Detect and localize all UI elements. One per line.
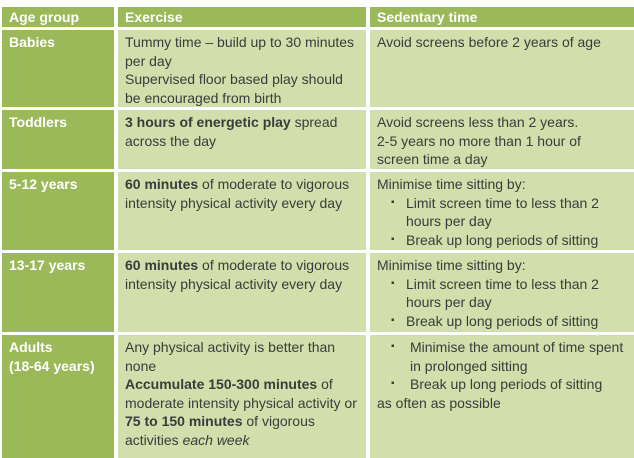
bullet-text: Break up long periods of sitting [410, 376, 603, 392]
exercise-paragraph [125, 256, 358, 293]
exercise-plain-text: of moderate to vigorous intensity physical activity every day [125, 176, 350, 211]
exercise-paragraph: Supervised floor based play should be encouraged from birth [125, 71, 343, 106]
row-label-babies: Babies [2, 30, 114, 107]
header-exercise: Exercise [118, 7, 366, 27]
sedentary-paragraph: Avoid screens before 2 years of age [377, 34, 601, 50]
exercise-cell-toddlers [118, 110, 366, 169]
square-bullet-icon: ▪ [391, 233, 395, 245]
exercise-cell-5-12-years [118, 172, 366, 250]
square-bullet-icon: ▪ [391, 341, 395, 352]
row-label-13-17-years: 13-17 years [2, 253, 114, 332]
exercise-paragraph: Any physical activity is better than none [125, 339, 336, 374]
sedentary-intro: Minimise time sitting by: [377, 257, 526, 273]
sedentary-cell-5-12-years [370, 172, 634, 250]
exercise-bold-text: 3 hours of energetic play [125, 114, 291, 130]
sedentary-cell-adults [370, 335, 634, 458]
age-activity-guidelines-table [2, 7, 634, 458]
square-bullet-icon: ▪ [391, 196, 395, 208]
square-bullet-icon: ▪ [391, 277, 395, 289]
exercise-bold-text: 75 to 150 minutes [125, 413, 243, 429]
exercise-cell-13-17-years [118, 253, 366, 332]
bullet-item [391, 275, 626, 312]
bullet-continuation-text: as often as possible [377, 394, 501, 411]
row-label-adults [2, 335, 114, 458]
bullet-text: Limit screen time to less than 2 hours per day [406, 194, 599, 229]
exercise-bold-text: 60 minutes [125, 257, 199, 273]
sedentary-paragraph: Avoid screens less than 2 years. [377, 114, 579, 130]
bullet-item [391, 194, 626, 231]
exercise-paragraph [125, 113, 358, 150]
exercise-italic-text: each week [182, 431, 250, 448]
row-label-adults-line2: (18-64 years) [9, 358, 95, 374]
sedentary-paragraph: 2-5 years no more than 1 hour of screen time a day [377, 132, 581, 167]
sedentary-intro: Minimise time sitting by: [377, 176, 526, 192]
exercise-plain-text: of moderate to vigorous intensity physical activity every day [125, 257, 350, 292]
bullet-item [391, 312, 626, 331]
header-age-group: Age group [2, 7, 114, 27]
bullet-text: Minimise the amount of time spent in prolonged sitting [410, 339, 624, 374]
row-label-5-12-years: 5-12 years [2, 172, 114, 250]
bullet-item [391, 231, 626, 250]
bullet-item [391, 375, 626, 394]
square-bullet-icon: ▪ [391, 378, 395, 389]
sedentary-cell-13-17-years [370, 253, 634, 332]
exercise-plain-text: of vigorous activities [125, 413, 315, 448]
row-label-toddlers: Toddlers [2, 110, 114, 169]
exercise-bold-text: 60 minutes [125, 176, 199, 192]
bullet-text: Break up long periods of sitting [406, 231, 599, 248]
header-sedentary-time: Sedentary time [370, 7, 634, 27]
bullet-item [391, 338, 626, 375]
exercise-cell-adults [118, 335, 366, 458]
exercise-plain-text: of moderate intensity physical activity or [125, 376, 357, 411]
square-bullet-icon: ▪ [391, 314, 395, 326]
sedentary-cell-babies [370, 30, 634, 107]
exercise-paragraph: Tummy time – build up to 30 minutes per day [125, 34, 355, 69]
exercise-plain-text: spread across the day [125, 114, 338, 149]
bullet-text: Limit screen time to less than 2 hours per day [406, 275, 599, 310]
sedentary-cell-toddlers [370, 110, 634, 169]
exercise-paragraph [125, 175, 358, 212]
exercise-bold-text: Accumulate 150-300 minutes [125, 376, 318, 392]
bullet-text: Break up long periods of sitting [406, 312, 599, 329]
exercise-paragraph [125, 375, 358, 449]
exercise-cell-babies [118, 30, 366, 107]
row-label-adults-line1: Adults [9, 339, 53, 355]
